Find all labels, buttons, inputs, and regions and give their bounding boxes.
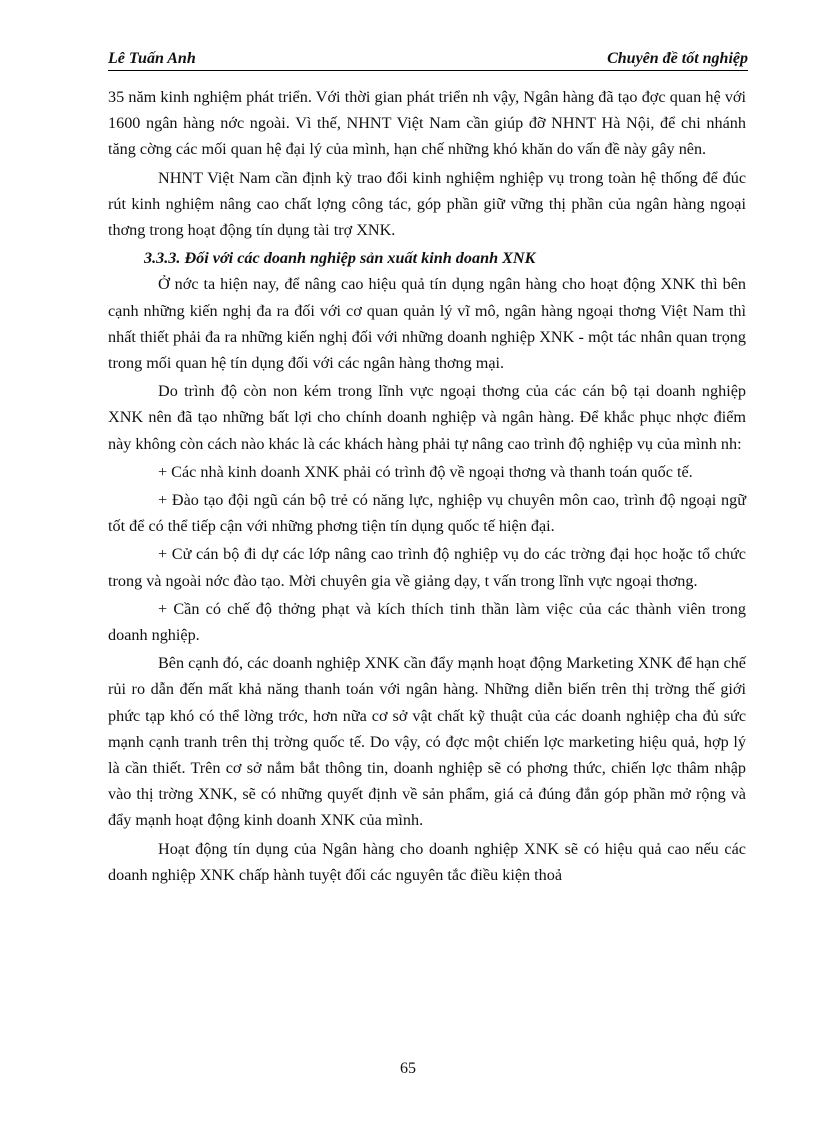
paragraph: Hoạt động tín dụng của Ngân hàng cho doanh nghiệp XNK sẽ có hiệu quả cao nếu các doanh nghiệp XNK chấp hành tuyệt đối các nguyên tắc điều kiện thoả [108, 839, 746, 884]
bullet-paragraph: + Đào tạo đội ngũ cán bộ trẻ có năng lực, nghiệp vụ chuyên môn cao, trình độ ngoại ngữ tốt để có thể tiếp cận với những phơng tiện tín dụng quốc tế hiện đại. [108, 491, 746, 536]
header-author: Lê Tuấn Anh [108, 50, 196, 67]
page-header [108, 48, 748, 71]
document-body [108, 84, 746, 890]
bullet-paragraph: + Cử cán bộ đi dự các lớp nâng cao trình độ nghiệp vụ do các trờng đại học hoặc tổ chức trong và ngoài nớc đào tạo. Mời chuyên gia về giảng dạy, t vấn trong lĩnh vực ngoại thơng. [108, 545, 746, 590]
page-number: 65 [400, 1060, 416, 1077]
bullet-paragraph: + Cần có chế độ thởng phạt và kích thích tinh thần làm việc của các thành viên trong doanh nghiệp. [108, 599, 746, 645]
paragraph: Do trình độ còn non kém trong lĩnh vực ngoại thơng của các cán bộ tại doanh nghiệp XNK nên đã tạo những bất lợi cho chính doanh nghiệp và ngân hàng. Để khắc phục nhợc điểm này không còn cách nào khác là các khách hàng phải tự nâng cao trình độ nghiệp vụ của mình nh: [108, 382, 746, 453]
bullet-paragraph: + Các nhà kinh doanh XNK phải có trình độ về ngoại thơng và thanh toán quốc tế. [158, 462, 693, 481]
paragraph: Ở nớc ta hiện nay, để nâng cao hiệu quả tín dụng ngân hàng cho hoạt động XNK thì bên cạnh những kiến nghị đa ra đối với cơ quan quản lý vĩ mô, ngân hàng ngoại thơng Việt Nam thì nhất thiết phải đa ra những kiến nghị đối với những doanh nghiệp XNK - một tác nhân quan trọng trong mối quan hệ tín dụng đối với các ngân hàng thơng mại. [108, 275, 746, 373]
paragraph: 35 năm kinh nghiệm phát triển. Với thời gian phát triển nh vậy, Ngân hàng đã tạo đợc quan hệ với 1600 ngân hàng nớc ngoài. Vì thế, NHNT Việt Nam cần giúp đỡ NHNT Hà Nội, để chi nhánh tăng cờng các mối quan hệ đại lý của mình, hạn chế những khó khăn do vấn đề này gây nên. [108, 88, 746, 159]
section-heading: 3.3.3. Đối với các doanh nghiệp sản xuất kinh doanh XNK [144, 249, 536, 268]
header-title: Chuyên đề tốt nghiệp [607, 50, 748, 67]
paragraph: NHNT Việt Nam cần định kỳ trao đổi kinh nghiệm nghiệp vụ trong toàn hệ thống để đúc rút kinh nghiệm nâng cao chất lợng công tác, góp phần giữ vững thị phần của ngân hàng ngoại thơng trong hoạt động tín dụng tài trợ XNK. [108, 168, 746, 240]
paragraph: Bên cạnh đó, các doanh nghiệp XNK cần đẩy mạnh hoạt động Marketing XNK để hạn chế rủi ro dẫn đến mất khả năng thanh toán với ngân hàng. Những diễn biến trên thị trờng thế giới phức tạp khó có thể lờng trớc, hơn nữa cơ sở vật chất kỹ thuật của các doanh nghiệp cha đủ sức mạnh cạnh tranh trên thị trờng quốc tế. Do vậy, có đợc một chiến lợc marketing hiệu quả, hợp lý là cần thiết. Trên cơ sở nắm bắt thông tin, doanh nghiệp sẽ có phơng thức, chiến lợc thâm nhập vào thị trờng XNK, sẽ có những quyết định về sản phẩm, giá cả đúng đắn góp phần mở rộng và đẩy mạnh hoạt động kinh doanh XNK của mình. [108, 654, 746, 830]
